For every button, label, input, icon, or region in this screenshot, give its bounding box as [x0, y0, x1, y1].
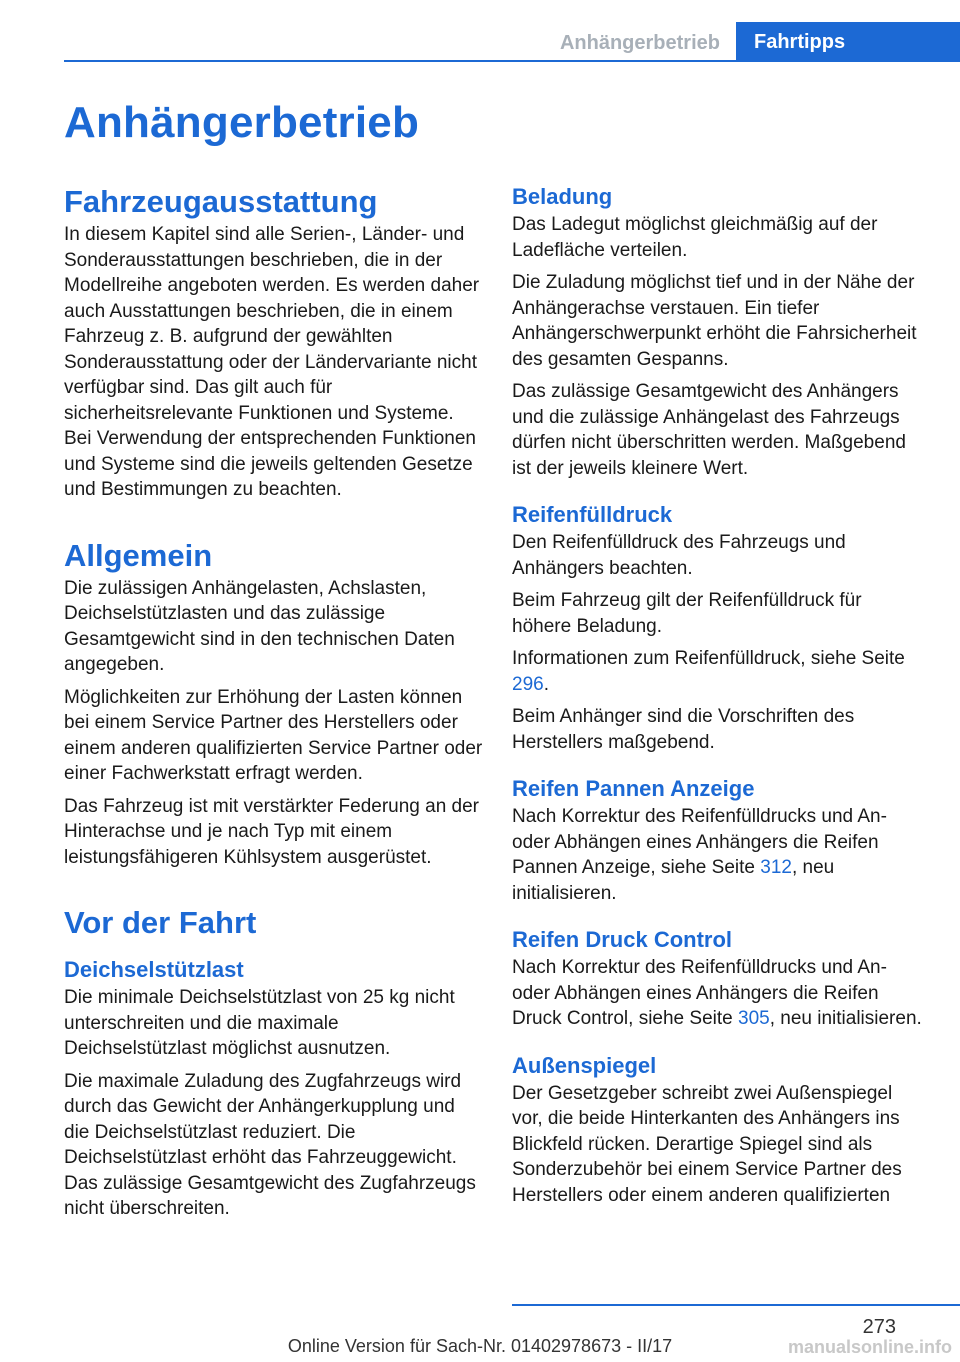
watermark: manualsonline.info [787, 1337, 952, 1357]
paragraph: Möglichkeiten zur Erhöhung der Lasten können bei einem Service Partner des Herstellers oder einem anderen qualifizierten Service Partner oder einer Fachwerkstatt erfragt werden. [64, 686, 483, 784]
left-column [64, 182, 484, 1229]
page-number: 273 [862, 1316, 896, 1338]
right-column [512, 182, 924, 1215]
paragraph: In diesem Kapitel sind alle Serien-, Länder- und Sonderausstattungen beschrieben, die in der Modellreihe angeboten werden. Es werden daher auch Ausstattungen beschrieben, die in einem Fahrzeug z. B. aufgrund der gewählten Sonderausstattung oder der Ländervariante nicht verfügbar sind. Das gilt auch für sicherheitsrelevante Funktionen und Systeme. Bei Verwendung der entsprechenden Funktionen und Systeme sind die jeweils geltenden Gesetze und Bestimmungen zu beachten. [64, 224, 480, 500]
paragraph: Die zulässigen Anhängelasten, Achslasten, Deichselstützlasten und das zulässige Gesamtgewicht sind in den technischen Daten angegeben. [64, 577, 455, 675]
heading-fahrzeugausstattung: Fahrzeugausstattung [64, 184, 378, 219]
paragraph: Das zulässige Gesamtgewicht des Anhängers und die zulässige Anhängelast des Fahrzeugs dürfen nicht überschritten werden. Maßgebend ist der jeweils kleinere Wert. [512, 381, 906, 479]
page-title: Anhängerbetrieb [64, 98, 420, 147]
subheading-beladung: Beladung [512, 184, 613, 209]
online-version-footer: Online Version für Sach-Nr. 01402978673 - II/17 [287, 1336, 673, 1356]
paragraph: Den Reifenfülldruck des Fahrzeugs und Anhängers beachten. [512, 532, 846, 579]
tab-fahrtipps[interactable]: Fahrtipps [736, 22, 960, 62]
page-link-296[interactable]: 296 [512, 673, 544, 695]
footer-divider [512, 1304, 960, 1306]
paragraph: Nach Korrektur des Reifenfülldrucks und An- oder Abhängen eines Anhängers die Reifen Pannen Anzeige, siehe Seite 312, neu initialisieren. [512, 806, 887, 904]
page-link-305[interactable]: 305 [738, 1008, 770, 1029]
paragraph: Informationen zum Reifenfülldruck, siehe Seite 296. [512, 648, 905, 695]
paragraph: Das Fahrzeug ist mit verstärkter Federung an der Hinterachse und je nach Typ mit einem leistungsfähigeren Kühlsystem ausgerüstet. [64, 795, 480, 868]
paragraph: Nach Korrektur des Reifenfülldrucks und An- oder Abhängen eines Anhängers die Reifen Druck Control, siehe Seite 305, neu initialisieren. [512, 957, 922, 1029]
header-divider [64, 60, 960, 62]
subheading-deichselstuetzlast: Deichselstützlast [64, 957, 244, 982]
paragraph: Die Zuladung möglichst tief und in der Nähe der Anhängerachse verstauen. Ein tiefer Anhängerschwerpunkt erhöht die Fahrsicherheit des gesamten Gespanns. [512, 272, 917, 370]
breadcrumb[interactable]: Anhängerbetrieb [559, 32, 720, 54]
paragraph: Der Gesetzgeber schreibt zwei Außenspiegel vor, die beide Hinterkanten des Anhängers ins Blickfeld rücken. Derartige Spiegel sind als Sonderzubehör bei einem Service Partner des Herstellers oder einem anderen qualifizierten [512, 1082, 902, 1206]
subheading-reifen-druck-control: Reifen Druck Control [512, 927, 733, 952]
heading-vor-der-fahrt: Vor der Fahrt [64, 905, 257, 940]
heading-allgemein: Allgemein [64, 537, 213, 573]
paragraph: Beim Fahrzeug gilt der Reifenfülldruck für höhere Beladung. [512, 590, 862, 637]
paragraph: Beim Anhänger sind die Vorschriften des Herstellers maßgebend. [512, 706, 855, 753]
paragraph: Die minimale Deichselstützlast von 25 kg nicht unterschreiten und die maximale Deichselstützlast möglichst ausnutzen. [64, 987, 455, 1059]
page-header [0, 0, 960, 62]
page-link-312[interactable]: 312 [760, 857, 792, 878]
paragraph: Das Ladegut möglichst gleichmäßig auf der Ladefläche verteilen. [512, 214, 878, 261]
subheading-reifenfuelldruck: Reifenfülldruck [512, 502, 673, 527]
subheading-aussenspiegel: Außenspiegel [512, 1052, 657, 1078]
subheading-reifen-pannen-anzeige: Reifen Pannen Anzeige [512, 776, 755, 801]
paragraph: Die maximale Zuladung des Zugfahrzeugs wird durch das Gewicht der Anhängerkupplung und die Deichselstützlast reduziert. Die Deichselstützlast erhöht das Fahrzeuggewicht. Das zulässige Gesamtgewicht des Zugfahrzeugs nicht überschreiten. [64, 1070, 476, 1219]
